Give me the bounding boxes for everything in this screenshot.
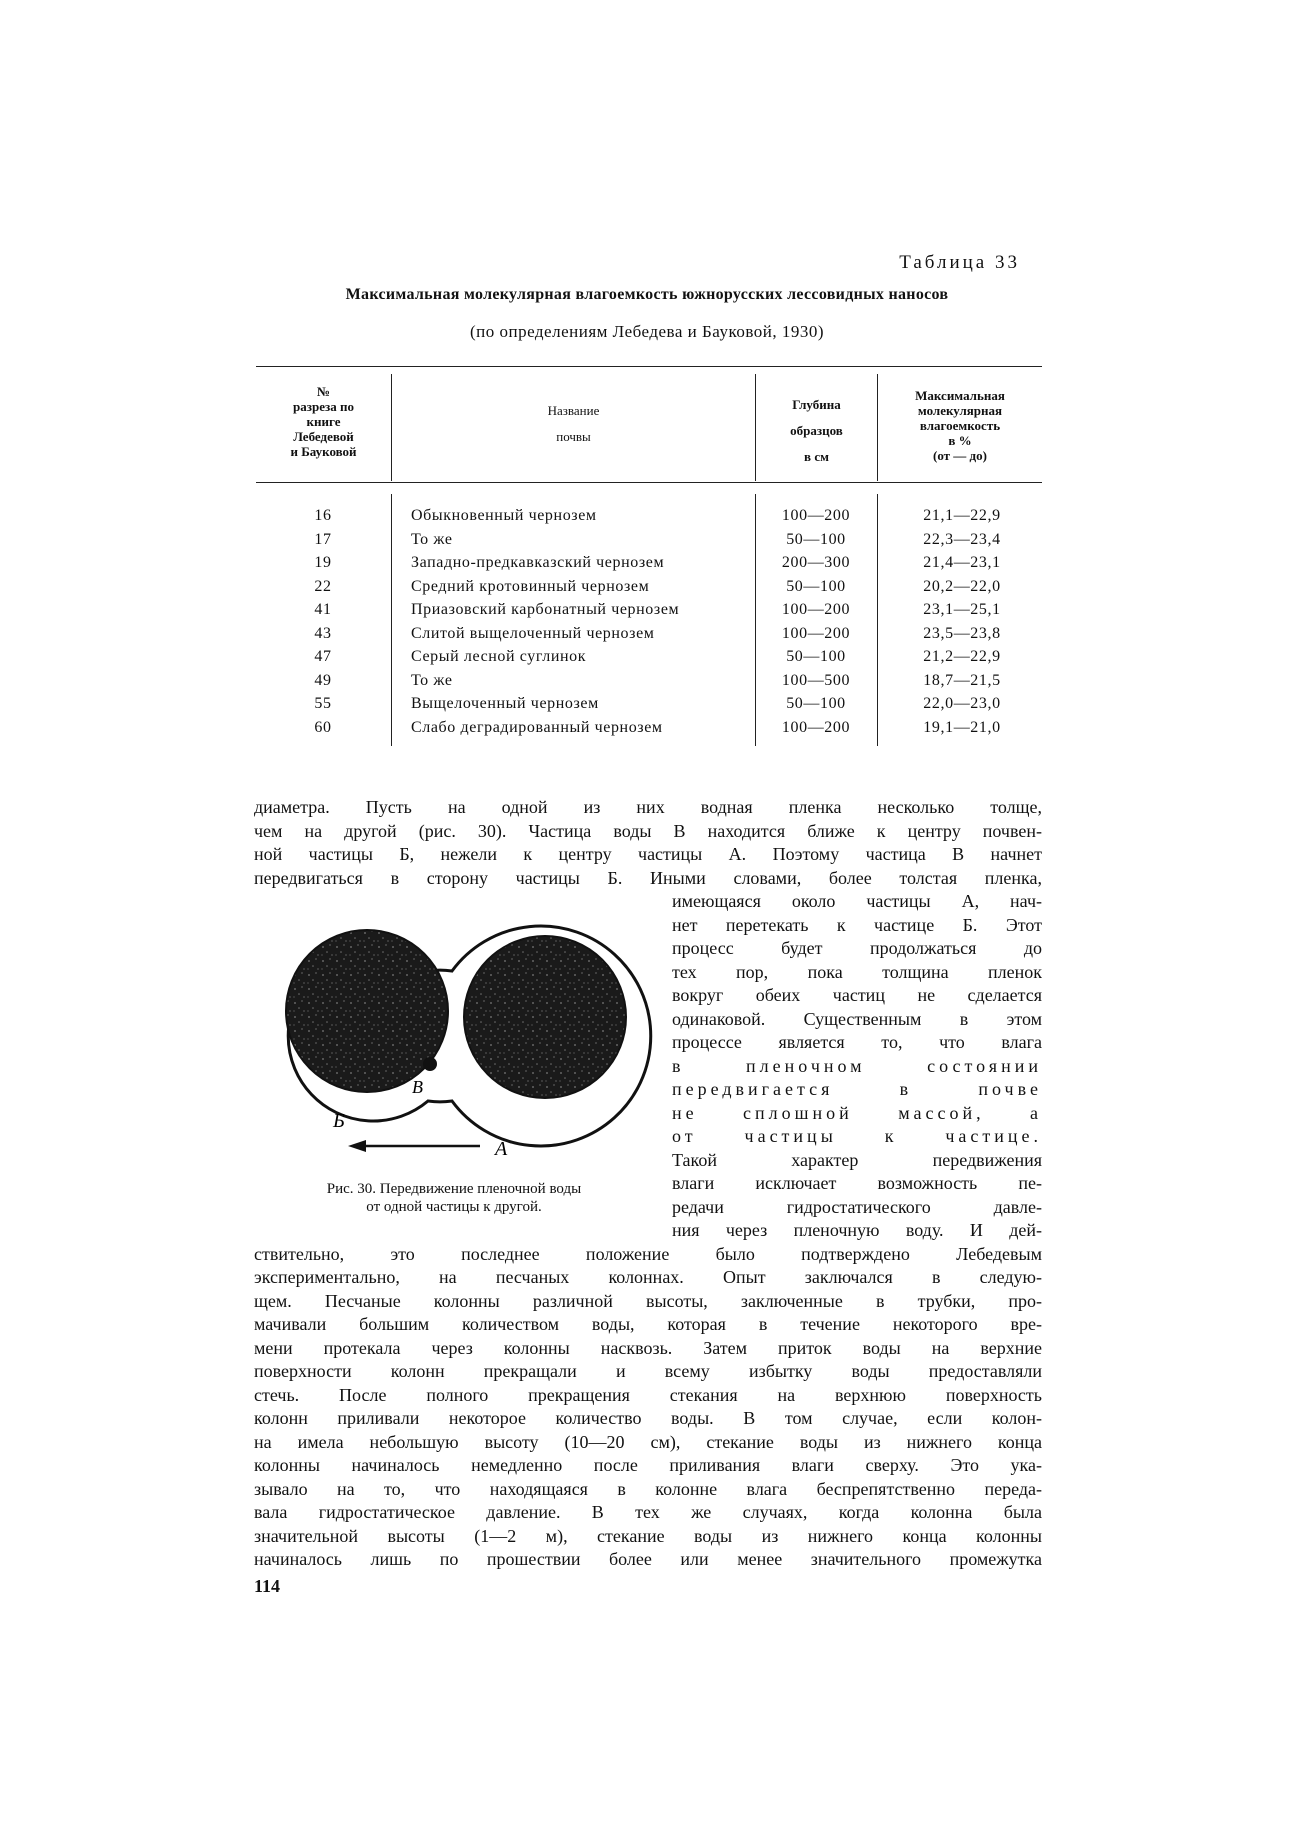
table-row [256, 648, 1042, 672]
paragraph-line: процессе является то, что влага [672, 1032, 1042, 1052]
table-title: Максимальная молекулярная влагоемкость южнорусских лессовидных наносов [345, 286, 949, 303]
paragraph-line: редачи гидростатического давле- [672, 1196, 1042, 1217]
paragraph-line: передвигается в почве [672, 1079, 1042, 1099]
paragraph-line: одинаковой. Существенным в этом [672, 1008, 1042, 1029]
cell-name: Слабо деградированный чернозем [411, 718, 663, 736]
paragraph-line: ной частицы Б, нежели к центру частицы А. Поэтому частица В начнет [254, 844, 1042, 864]
table-row [256, 601, 1042, 625]
cell-depth: 100—200 [781, 601, 851, 618]
header-section-number: № разреза по книге Лебедевой и Бауковой [290, 384, 357, 459]
table-row [256, 554, 1042, 578]
particle-a [464, 936, 626, 1098]
paragraph-line: стечь. После полного прекращения стекания на верхнюю поверхность [254, 1384, 1042, 1405]
table-label: Таблица 33 [899, 252, 1020, 273]
paragraph-line: имеющаяся около частицы А, нач- [672, 891, 1042, 911]
cell-moisture: 23,5—23,8 [923, 624, 1001, 642]
paragraph-line: не сплошной массой, а [672, 1102, 1042, 1123]
cell-depth: 50—100 [786, 695, 846, 712]
cell-num: 60 [314, 718, 332, 736]
cell-depth: 100—500 [781, 671, 851, 689]
table-row [256, 719, 1042, 743]
cell-depth: 50—100 [786, 648, 846, 665]
paragraph-line: значительной высоты (1—2 м), стекание воды из нижнего конца колонны [254, 1525, 1042, 1546]
cell-name: Выщелоченный чернозем [411, 695, 599, 712]
header-soil-name: Название почвы [547, 403, 600, 444]
paragraph-line: мени протекала через колонны насквозь. Затем приток воды на верхние [254, 1337, 1042, 1358]
table-body [256, 507, 1042, 742]
paragraph-line: ния через пленочную воду. И дей- [672, 1220, 1042, 1240]
paragraph-line: вокруг обеих частиц не сделается [672, 985, 1042, 1005]
table-row [256, 625, 1042, 649]
cell-depth: 200—300 [781, 554, 851, 571]
cell-name: Серый лесной суглинок [411, 648, 587, 665]
table-subtitle: (по определениям Лебедева и Бауковой, 1930) [469, 322, 825, 341]
paragraph-line: мачивали большим количеством воды, которая в течение некоторого вре- [254, 1314, 1042, 1334]
particle-b [286, 930, 448, 1092]
paragraph-line: экспериментально, на песчаных колоннах. Опыт заключался в следую- [254, 1267, 1042, 1287]
paragraph-line: влаги исключает возможность пе- [672, 1173, 1042, 1193]
paragraph-line: передвигаться в сторону частицы Б. Иными словами, более толстая пленка, [254, 867, 1042, 888]
cell-name: Западно-предкавказский чернозем [411, 554, 665, 571]
paragraph-line: колонн приливали некоторое количество воды. В том случае, если колон- [254, 1408, 1042, 1428]
cell-moisture: 18,7—21,5 [923, 671, 1001, 689]
cell-name: Обыкновенный чернозем [411, 507, 597, 524]
cell-num: 43 [314, 624, 332, 642]
cell-moisture: 22,3—23,4 [923, 530, 1001, 548]
paragraph-line: вала гидростатическое давление. В тех же случаях, когда колонна была [254, 1502, 1042, 1522]
cell-moisture: 21,1—22,9 [923, 507, 1001, 524]
cell-num: 22 [314, 577, 332, 595]
cell-depth: 100—200 [781, 718, 851, 736]
table-row [256, 507, 1042, 531]
paragraph-line: щем. Песчаные колонны различной высоты, заключенные в трубки, про- [254, 1290, 1042, 1311]
cell-num: 49 [314, 671, 332, 689]
paragraph-line: тех пор, пока толщина пленок [672, 961, 1042, 982]
figure-film-water [250, 915, 660, 1170]
header-moisture: Максимальная молекулярная влагоемкость в % (от — до) [915, 388, 1005, 463]
cell-moisture: 22,0—23,0 [923, 695, 1001, 712]
cell-name: Средний кротовинный чернозем [411, 577, 650, 595]
cell-name: Приазовский карбонатный чернозем [411, 601, 680, 618]
cell-name: То же [411, 530, 453, 548]
paragraph-line: Такой характер передвижения [672, 1149, 1042, 1170]
header-depth: Глубина образцов в см [790, 397, 843, 464]
cell-moisture: 23,1—25,1 [923, 601, 1001, 618]
table-row [256, 672, 1042, 696]
paragraph-line: начиналось лишь по прошествии более или менее значительного промежутка [254, 1549, 1042, 1569]
cell-moisture: 20,2—22,0 [923, 577, 1001, 595]
paragraph-line: в пленочном состоянии [672, 1055, 1042, 1076]
cell-num: 55 [314, 695, 332, 712]
water-particle-v [423, 1057, 437, 1071]
cell-num: 47 [314, 648, 332, 665]
cell-num: 19 [314, 554, 332, 571]
paragraph-line: зывало на то, что находящаяся в колонне влага беспрепятственно переда- [254, 1478, 1042, 1499]
table-row [256, 531, 1042, 555]
cell-num: 16 [314, 507, 332, 524]
figure-caption: Рис. 30. Передвижение пленочной воды от одной частицы к другой. [326, 1181, 582, 1215]
cell-num: 41 [314, 601, 332, 618]
paragraph-line: от частицы к частице. [672, 1126, 1042, 1146]
paragraph-line: ствительно, это последнее положение было подтверждено Лебедевым [254, 1243, 1042, 1264]
cell-depth: 100—200 [781, 507, 851, 524]
paragraph-line: поверхности колонн прекращали и всему избытку воды предоставляли [254, 1361, 1042, 1381]
cell-moisture: 21,2—22,9 [923, 648, 1001, 665]
table-row [256, 695, 1042, 719]
cell-name: Слитой выщелоченный чернозем [411, 624, 655, 642]
cell-name: То же [411, 671, 453, 689]
label-b: Б [333, 1110, 345, 1132]
label-v: В [412, 1077, 423, 1097]
table-row [256, 578, 1042, 602]
paragraph-line: нет перетекать к частице Б. Этот [672, 914, 1042, 935]
cell-moisture: 21,4—23,1 [923, 554, 1001, 571]
paragraph-line: колонны начиналось немедленно после приливания влаги сверху. Это ука- [254, 1455, 1042, 1475]
paragraph-line: процесс будет продолжаться до [672, 938, 1042, 958]
cell-depth: 100—200 [781, 624, 851, 642]
table-header-rule [256, 482, 1042, 483]
cell-depth: 50—100 [786, 530, 846, 548]
cell-num: 17 [314, 530, 332, 548]
paragraph-line: диаметра. Пусть на одной из них водная пленка несколько толще, [254, 797, 1042, 817]
arrowhead [348, 1140, 366, 1152]
paragraph-line: на имела небольшую высоту (10—20 см), стекание воды из нижнего конца [254, 1431, 1042, 1452]
table-top-rule [256, 366, 1042, 367]
label-a: А [495, 1138, 508, 1160]
cell-moisture: 19,1—21,0 [923, 718, 1001, 736]
cell-depth: 50—100 [786, 577, 846, 595]
paragraph-line: чем на другой (рис. 30). Частица воды В находится ближе к центру почвен- [254, 820, 1042, 841]
page-number: 114 [254, 1576, 281, 1596]
